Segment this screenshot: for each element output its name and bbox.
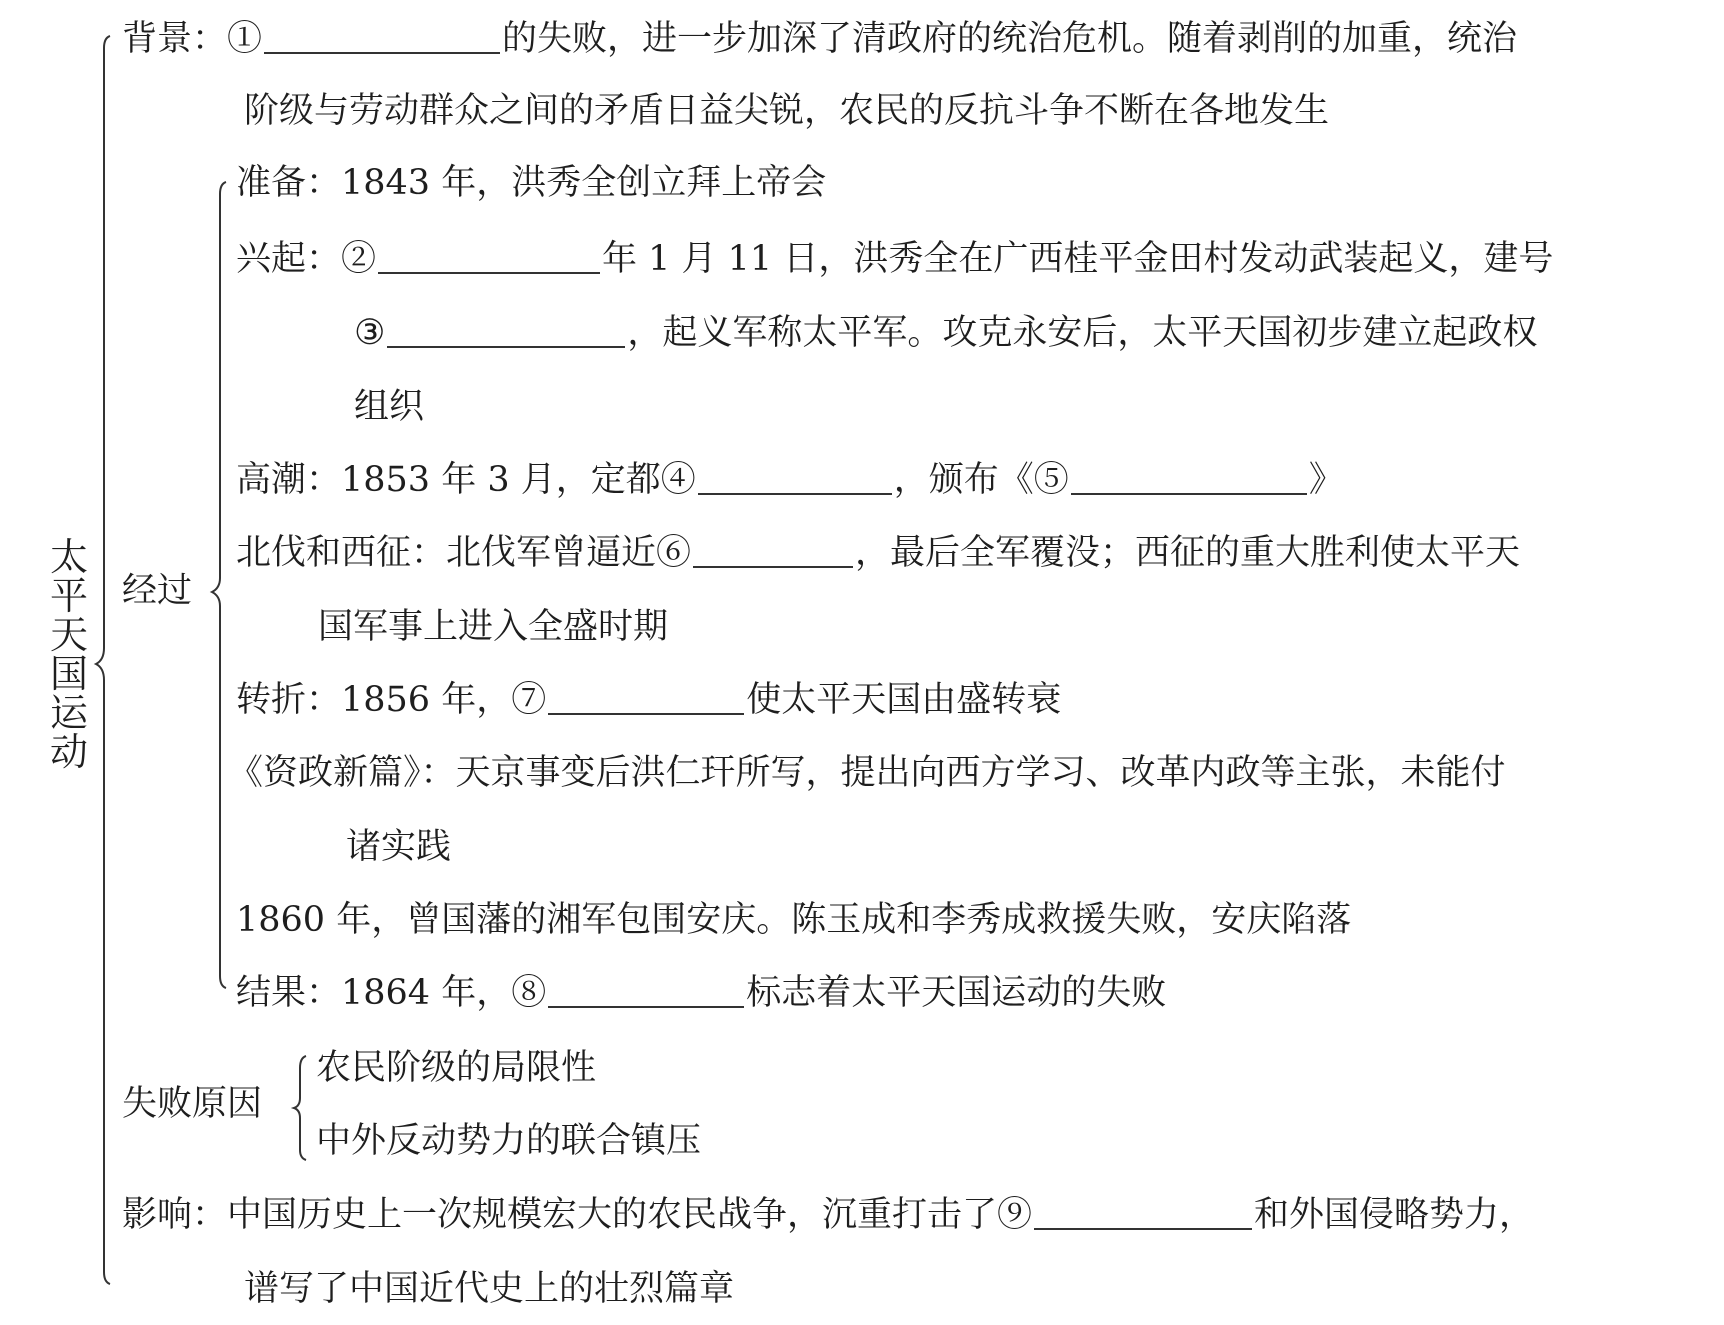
rise-text-1: 年 1 月 11 日，洪秀全在广西桂平金田村发动武装起义，建号 bbox=[602, 239, 1554, 279]
rise-line-3: 组织 bbox=[354, 387, 425, 427]
title-char: 国 bbox=[49, 652, 88, 696]
process-label: 经过 bbox=[122, 571, 193, 611]
result-prefix: 结果：1864 年，⑧ bbox=[236, 973, 547, 1013]
blank-6[interactable] bbox=[693, 566, 853, 568]
blank-7[interactable] bbox=[548, 713, 744, 715]
blank-marker-1: ① bbox=[227, 19, 263, 59]
process-brace bbox=[212, 182, 226, 988]
influence-prefix: 影响：中国历史上一次规模宏大的农民战争，沉重打击了⑨ bbox=[122, 1195, 1033, 1235]
failure-reason-1: 农民阶级的局限性 bbox=[316, 1048, 597, 1088]
expedition-line-2: 国军事上进入全盛时期 bbox=[318, 607, 669, 647]
background-line-2: 阶级与劳动群众之间的矛盾日益尖锐，农民的反抗斗争不断在各地发生 bbox=[244, 91, 1330, 131]
background-line-1 bbox=[122, 16, 1517, 62]
peak-prefix: 高潮：1853 年 3 月，定都④ bbox=[236, 460, 696, 500]
title-char: 太 bbox=[49, 535, 88, 579]
peak-suffix: 》 bbox=[1308, 460, 1344, 500]
blank-marker-3: ③ bbox=[354, 313, 386, 353]
turning-text: 使太平天国由盛转衰 bbox=[746, 680, 1062, 720]
title-char: 平 bbox=[49, 574, 88, 618]
title-char: 动 bbox=[49, 730, 88, 774]
failure-brace bbox=[294, 1056, 306, 1160]
blank-1[interactable] bbox=[264, 52, 500, 54]
main-title bbox=[46, 535, 92, 774]
zizheng-line-2: 诸实践 bbox=[346, 827, 452, 867]
blank-4[interactable] bbox=[698, 493, 892, 495]
failure-label: 失败原因 bbox=[122, 1084, 263, 1124]
background-label: 背景： bbox=[122, 19, 228, 59]
expedition-prefix: 北伐和西征：北伐军曾逼近⑥ bbox=[236, 533, 692, 573]
turning-line bbox=[236, 677, 1061, 723]
rise-line-2 bbox=[354, 310, 1537, 356]
peak-line bbox=[236, 457, 1344, 503]
result-text: 标志着太平天国运动的失败 bbox=[746, 973, 1167, 1013]
zizheng-line-1: 《资政新篇》：天京事变后洪仁玕所写，提出向西方学习、改革内政等主张，未能付 bbox=[228, 753, 1506, 793]
result-line bbox=[236, 970, 1166, 1016]
blank-9[interactable] bbox=[1034, 1228, 1252, 1230]
prep-line: 准备：1843 年，洪秀全创立拜上帝会 bbox=[236, 163, 827, 203]
influence-line-1 bbox=[122, 1192, 1534, 1238]
expedition-text: ，最后全军覆没；西征的重大胜利使太平天 bbox=[855, 533, 1521, 573]
influence-line-2: 谱写了中国近代史上的壮烈篇章 bbox=[244, 1269, 735, 1309]
blank-8[interactable] bbox=[548, 1006, 744, 1008]
rise-prefix: 兴起：② bbox=[236, 239, 377, 279]
blank-2[interactable] bbox=[378, 272, 600, 274]
title-char: 天 bbox=[49, 613, 88, 657]
rise-line-1 bbox=[236, 236, 1553, 282]
blank-3[interactable] bbox=[387, 346, 625, 348]
turning-prefix: 转折：1856 年，⑦ bbox=[236, 680, 547, 720]
failure-reason-2: 中外反动势力的联合镇压 bbox=[316, 1121, 702, 1161]
expedition-line-1 bbox=[236, 530, 1520, 576]
anqing-line: 1860 年，曾国藩的湘军包围安庆。陈玉成和李秀成救援失败，安庆陷落 bbox=[236, 900, 1352, 940]
rise-text-2: ，起义军称太平军。攻克永安后，太平天国初步建立起政权 bbox=[627, 313, 1538, 353]
influence-text: 和外国侵略势力， bbox=[1254, 1195, 1535, 1235]
title-char: 运 bbox=[49, 691, 88, 735]
background-text-1: 的失败，进一步加深了清政府的统治危机。随着剥削的加重，统治 bbox=[502, 19, 1518, 59]
blank-5[interactable] bbox=[1071, 493, 1307, 495]
main-brace bbox=[96, 36, 110, 1284]
peak-middle: ，颁布《⑤ bbox=[893, 460, 1069, 500]
